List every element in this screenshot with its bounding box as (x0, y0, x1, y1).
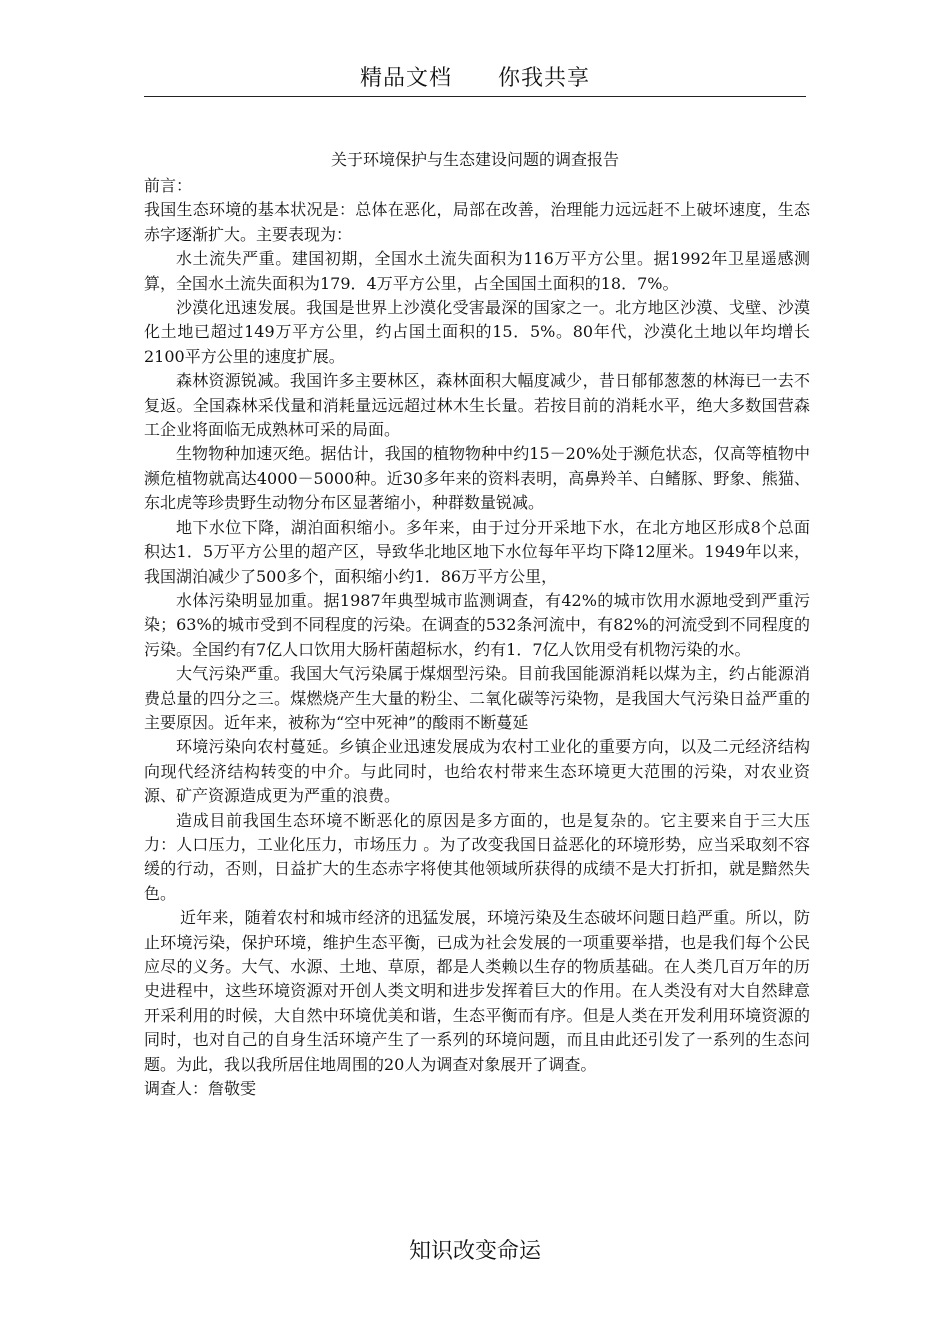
document-body (144, 174, 810, 1101)
preface-label: 前言： (144, 176, 193, 195)
page-footer: 知识改变命运 (408, 1239, 541, 1264)
paragraph-desertification: 沙漠化迅速发展。我国是世界上沙漠化受害最深的国家之一。北方地区沙漠、戈壁、沙漠化土地已超过149万平方公里，约占国土面积的15．5%。80年代，沙漠化土地以年均增长2100平方公里的速度扩展。 (144, 298, 810, 366)
paragraph-soil-erosion: 水土流失严重。建国初期，全国水土流失面积为116万平方公里。据1992年卫星遥感测算，全国水土流失面积为179．4万平方公里，占全国国土面积的18．7%。 (144, 249, 810, 293)
header-right-text: 你我共享 (498, 66, 591, 91)
document-title: 关于环境保护与生态建设问题的调查报告 (330, 150, 619, 169)
page-header (144, 64, 806, 97)
paragraph-groundwater: 地下水位下降，湖泊面积缩小。多年来，由于过分开采地下水，在北方地区形成8个总面积达1．5万平方公里的超产区，导致华北地区地下水位每年平均下降12厘米。1949年以来，我国湖泊减少了500多个，面积缩小约1．86万平方公里， (144, 517, 810, 586)
paragraph-rural-pollution: 环境污染向农村蔓延。乡镇企业迅速发展成为农村工业化的重要方向，以及二元经济结构向现代经济结构转变的中介。与此同时，也给农村带来生态环境更大范围的污染，对农业资源、矿产资源造成更为严重的浪费。 (144, 737, 810, 806)
paragraph-air-pollution: 大气污染严重。我国大气污染属于煤烟型污染。目前我国能源消耗以煤为主，约占能源消费总量的四分之三。煤燃烧产生大量的粉尘、二氧化碳等污染物，是我国大气污染日益严重的主要原因。近年来，被称为“空中死神”的酸雨不断蔓延 (144, 664, 810, 732)
paragraph-causes: 造成目前我国生态环境不断恶化的原因是多方面的，也是复杂的。它主要来自于三大压力：人口压力，工业化压力，市场压力 。为了改变我国日益恶化的环境形势，应当采取刻不容缓的行动，否则，日益扩大的生态赤字将使其他领域所获得的成绩不是大打折扣，就是黯然失色。 (144, 810, 810, 903)
paragraph-intro: 我国生态环境的基本状况是：总体在恶化，局部在改善，治理能力远远赶不上破坏速度，生态赤字逐渐扩大。主要表现为： (144, 200, 810, 244)
investigator-line: 调查人：詹敬雯 (144, 1079, 257, 1099)
header-left-text: 精品文档 (359, 66, 452, 91)
paragraph-species: 生物物种加速灭绝。据估计，我国的植物物种中约15－20%处于濒危状态，仅高等植物中濒危植物就高达4000－5000种。近30多年来的资料表明，高鼻羚羊、白鳍豚、野象、熊猫、东北虎等珍贵野生动物分布区显著缩小，种群数量锐减。 (144, 444, 810, 513)
paragraph-water-pollution: 水体污染明显加重。据1987年典型城市监测调查，有42%的城市饮用水源地受到严重污染；63%的城市受到不同程度的污染。在调查的532条河流中，有82%的河流受到不同程度的污染。全国约有7亿人口饮用大肠杆菌超标水，约有1．7亿人饮用受有机物污染的水。 (144, 590, 810, 659)
paragraph-survey: 近年来，随着农村和城市经济的迅猛发展，环境污染及生态破坏问题日趋严重。所以，防止环境污染，保护环境，维护生态平衡，已成为社会发展的一项重要举措，也是我们每个公民应尽的义务。大气、水源、土地、草原，都是人类赖以生存的物质基础。在人类几百万年的历史进程中，这些环境资源对开创人类文明和进步发挥着巨大的作用。在人类没有对大自然肆意开采利用的时候，大自然中环境优美和谐，生态平衡而有序。但是人类在开发利用环境资源的同时，也对自己的自身生活环境产生了一系列的环境问题，而且由此还引发了一系列的生态问题。为此，我以我所居住地周围的20人为调查对象展开了调查。 (144, 908, 810, 1074)
paragraph-forest: 森林资源锐减。我国许多主要林区，森林面积大幅度减少，昔日郁郁葱葱的林海已一去不复返。全国森林采伐量和消耗量远远超过林木生长量。若按目前的消耗水平，绝大多数国营森工企业将面临无成熟林可采的局面。 (144, 371, 810, 440)
